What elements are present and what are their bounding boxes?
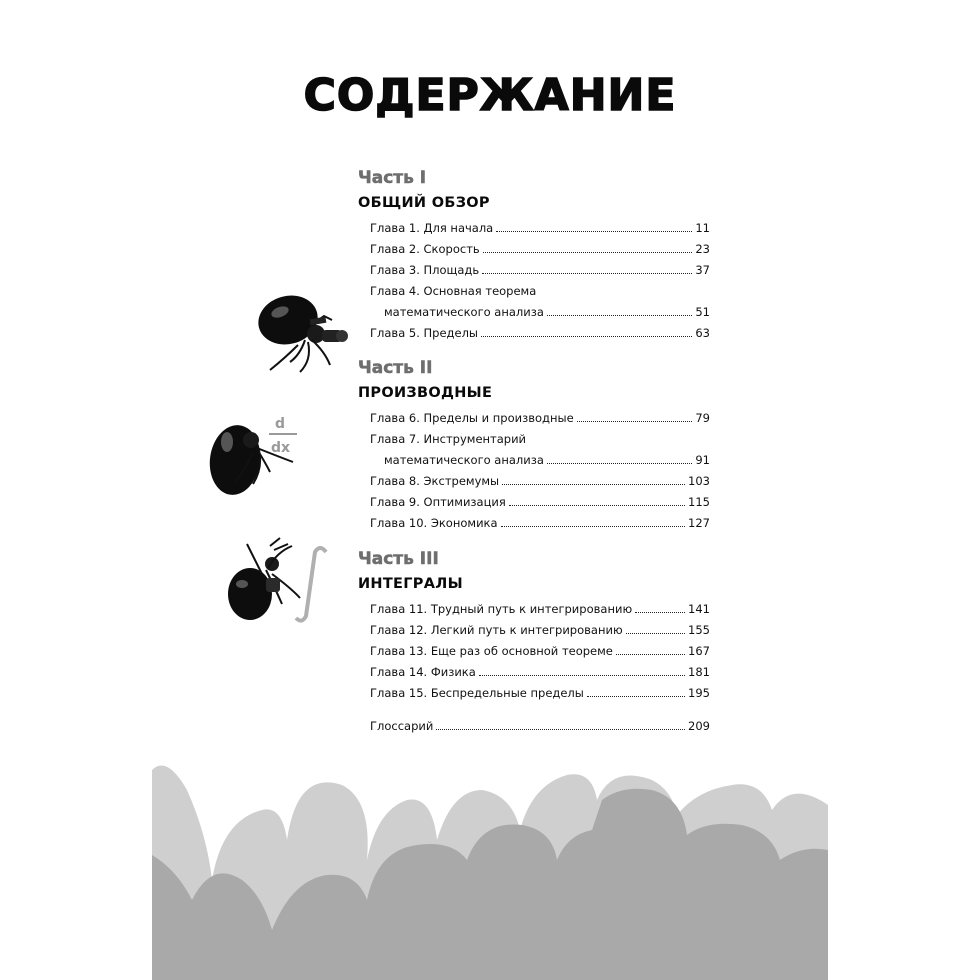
chapter-entry[interactable] — [370, 239, 710, 260]
page-number: 79 — [695, 411, 710, 425]
dot-leader — [436, 728, 685, 730]
chapter-entry[interactable] — [370, 492, 710, 513]
page-number: 181 — [688, 665, 710, 679]
ant-binoculars-icon — [250, 290, 355, 385]
dot-leader — [547, 462, 692, 464]
dot-leader — [616, 653, 685, 655]
chapter-entry[interactable] — [370, 513, 710, 534]
chapter-entry[interactable] — [370, 683, 710, 704]
chapter-title: Глава 5. Пределы — [370, 326, 478, 340]
chapter-entry[interactable] — [370, 620, 710, 641]
part-3 — [358, 547, 710, 704]
page-number: 37 — [695, 263, 710, 277]
grey-mountains-decoration — [152, 760, 828, 980]
page-number: 23 — [695, 242, 710, 256]
glossary-title: Глоссарий — [370, 719, 434, 733]
page-number: 195 — [688, 686, 710, 700]
page-title: СОДЕРЖАНИЕ — [303, 70, 677, 121]
dot-leader — [547, 314, 692, 316]
dot-leader — [482, 272, 692, 274]
chapter-entry[interactable] — [370, 662, 710, 683]
part-title: ПРОИЗВОДНЫЕ — [358, 385, 493, 401]
dot-leader — [483, 251, 693, 253]
page-number: 127 — [688, 516, 710, 530]
chapter-title: Глава 7. Инструментарий — [370, 432, 527, 446]
chapter-entry[interactable] — [370, 641, 710, 662]
page-number: 91 — [695, 453, 710, 467]
page-number: 63 — [695, 326, 710, 340]
chapter-title-continued: математического анализа — [384, 305, 544, 319]
chapter-entry[interactable] — [370, 260, 710, 281]
dot-leader — [626, 632, 685, 634]
chapter-entry[interactable] — [370, 471, 710, 492]
part-label: Часть II — [358, 358, 433, 378]
page-number: 209 — [688, 719, 710, 733]
chapter-entry[interactable] — [370, 218, 710, 239]
chapter-title: Глава 2. Скорость — [370, 242, 480, 256]
integral-symbol-icon — [296, 548, 326, 621]
chapter-title: Глава 11. Трудный путь к интегрированию — [370, 602, 633, 616]
glossary-entry[interactable] — [370, 716, 710, 737]
chapter-entry[interactable] — [370, 429, 710, 471]
part-title: ИНТЕГРАЛЫ — [358, 576, 463, 592]
dot-leader — [479, 674, 685, 676]
chapter-title: Глава 1. Для начала — [370, 221, 494, 235]
chapter-entry[interactable] — [370, 323, 710, 344]
page-number: 11 — [695, 221, 710, 235]
chapter-entry[interactable] — [370, 408, 710, 429]
glossary — [358, 716, 710, 737]
page-number: 115 — [688, 495, 710, 509]
chapter-title: Глава 8. Экстремумы — [370, 474, 500, 488]
page-number: 103 — [688, 474, 710, 488]
chapter-title: Глава 12. Легкий путь к интегрированию — [370, 623, 623, 637]
chapter-entry[interactable] — [370, 599, 710, 620]
dot-leader — [509, 504, 685, 506]
ant-integral-icon — [222, 534, 337, 626]
part-label: Часть III — [358, 549, 439, 569]
page-number: 141 — [688, 602, 710, 616]
svg-text:dx: dx — [271, 440, 291, 456]
chapter-title: Глава 14. Физика — [370, 665, 476, 679]
dot-leader — [502, 483, 685, 485]
part-label: Часть I — [358, 168, 427, 188]
chapter-title: Глава 10. Экономика — [370, 516, 498, 530]
part-2 — [358, 356, 710, 534]
chapter-title: Глава 6. Пределы и производные — [370, 411, 574, 425]
dot-leader — [635, 611, 685, 613]
dot-leader — [501, 525, 686, 527]
derivative-symbol-icon: d — [275, 416, 286, 432]
chapter-title: Глава 4. Основная теорема — [370, 284, 537, 298]
chapter-title: Глава 9. Оптимизация — [370, 495, 506, 509]
page-number: 167 — [688, 644, 710, 658]
page-number: 155 — [688, 623, 710, 637]
chapter-title-continued: математического анализа — [384, 453, 544, 467]
chapter-title: Глава 3. Площадь — [370, 263, 480, 277]
dot-leader — [496, 230, 692, 232]
dot-leader — [577, 420, 693, 422]
ant-derivative-icon — [205, 412, 323, 504]
page-number: 51 — [695, 305, 710, 319]
chapter-entry[interactable] — [370, 281, 710, 323]
chapter-title: Глава 13. Еще раз об основной теореме — [370, 644, 613, 658]
dot-leader — [481, 335, 692, 337]
part-title: ОБЩИЙ ОБЗОР — [358, 195, 490, 211]
chapter-title: Глава 15. Беспредельные пределы — [370, 686, 584, 700]
part-1 — [358, 166, 710, 344]
dot-leader — [587, 695, 685, 697]
